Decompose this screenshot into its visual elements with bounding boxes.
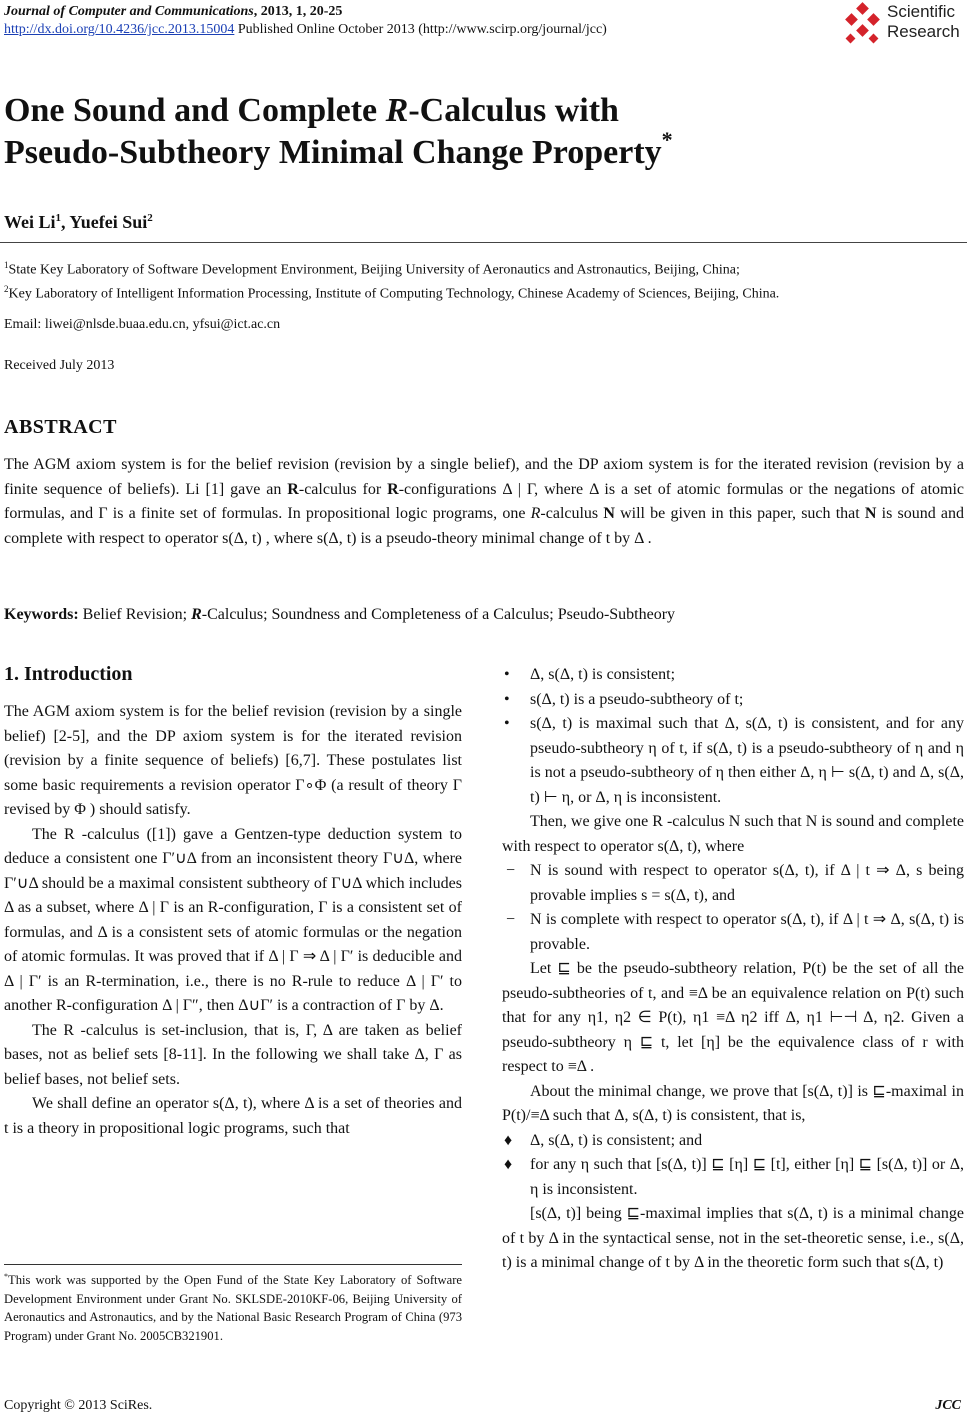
paragraph: [s(Δ, t)] being ⊑-maximal implies that s(Δ, t) is a minimal change of t by Δ in the syntactical sense, not in the set-theoretic sense, i.e., s(Δ, t) is a minimal change of t by Δ in the theoretic form such that s(Δ, t) <box>502 1205 964 1271</box>
author-2: Yuefei Sui <box>69 212 148 232</box>
bullet-text: s(Δ, t) is a pseudo-subtheory of t; <box>530 690 744 708</box>
bullet-text: s(Δ, t) is maximal such that Δ, s(Δ, t) is consistent, and for any pseudo-subtheory η of t, if s(Δ, t) is a pseudo-subtheory of η and η is not a pseudo-subtheory of η then either Δ, η ⊢ s(Δ, t) and Δ, s(Δ, t) ⊢ η, or Δ, η is inconsistent. <box>530 715 964 806</box>
abstract-bold: N <box>864 505 877 523</box>
diamond-item <box>502 1129 964 1154</box>
author-sep: , <box>61 212 70 232</box>
author-2-affil: 2 <box>147 212 153 224</box>
logo-mark-icon <box>841 2 885 46</box>
paragraph: Let ⊑ be the pseudo-subtheory relation, P(t) be the set of all the pseudo-subtheories of t, and ≡Δ be an equivalence relation on P(t) such that for any η1, η2 ∈ P(t), η1 ≡Δ η2 iff Δ, η1 ⊢⊣ Δ, η2. Given a pseudo-subtheory η ⊑ t, let [η] be the equivalence class of r with respect to ≡Δ . <box>502 960 964 1075</box>
title-r: R <box>385 92 409 129</box>
keywords-label: Keywords: <box>4 606 79 623</box>
authors <box>4 212 153 233</box>
paragraph: The AGM axiom system is for the belief revision (revision by a single belief) [2-5], and the DP axiom system is for the iterated revision (revision by a finite sequence of beliefs) [6,7]. These postulates list some basic requirements a revision operator Γ∘Φ (a result of theory Γ revised by Φ ) should satisfy. <box>4 703 462 818</box>
title-footnote-mark: * <box>661 127 673 152</box>
abstract-italic: R <box>530 505 541 523</box>
doi-line <box>4 22 607 38</box>
bullet-item <box>502 663 964 688</box>
diamond-text: Δ, s(Δ, t) is consistent; and <box>530 1131 703 1149</box>
diamond-icon: ♦ <box>504 1156 513 1173</box>
logo-line-2: Research <box>887 22 960 41</box>
bullet-icon: • <box>504 690 510 708</box>
diamond-text: for any η such that [s(Δ, t)] ⊑ [η] ⊑ [t], either [η] ⊑ [s(Δ, t)] or Δ, η is inconsistent. <box>530 1156 964 1198</box>
bullet-text: Δ, s(Δ, t) is consistent; <box>530 666 676 683</box>
abstract-part: The AGM axiom system is for the belief revision (revision by a single belief), and the DP axiom system is for the iterated revision (revision by a finite sequence of beliefs). Li [1] gave an <box>4 456 964 498</box>
affil-sup-2: 2 <box>4 283 9 294</box>
divider <box>0 242 967 243</box>
bullet-icon: • <box>504 715 510 732</box>
journal-abbr: JCC <box>935 1398 961 1413</box>
journal-name: Journal of Computer and Communications <box>4 4 254 19</box>
keywords-part: Belief Revision; <box>78 606 192 623</box>
abstract-bold: R <box>287 480 299 498</box>
doi-link[interactable]: http://dx.doi.org/10.4236/jcc.2013.15004 <box>4 22 235 37</box>
abstract-part: -calculus for <box>298 480 388 498</box>
affil-sup-1: 1 <box>4 260 9 270</box>
dash-item <box>502 908 964 957</box>
keywords <box>4 606 675 624</box>
footnote-mark: * <box>4 1272 8 1281</box>
logo-text <box>887 2 960 42</box>
copyright: Copyright © 2013 SciRes. <box>4 1398 153 1413</box>
keywords-part: -Calculus; Soundness and Completeness of a Calculus; Pseudo-Subtheory <box>201 606 676 623</box>
paragraph: The R -calculus ([1]) gave a Gentzen-type deduction system to deduce a consistent one Γ′∪Δ from an inconsistent theory Γ∪Δ, where Γ′∪Δ should be a maximal consistent subtheory of Γ∪Δ which includes Δ as a subset, where Δ | Γ is an R-configuration, Γ is a consistent set of formulas, and Δ is a consistent sets of atomic formulas or the negation of atomic formulas. It was proved that if Δ | Γ ⇒ Δ | Γ′ is deducible and Δ | Γ′ is an R-termination, i.e., there is no R-rule to reduce Δ | Γ′ to another R-configuration Δ | Γ″, then Δ∪Γ′ is a contraction of Γ by Δ. <box>4 825 462 1014</box>
paper-title <box>4 90 904 174</box>
abstract-part: is sound and complete with respect to operator s(Δ, t) , where s(Δ, t) is a pseudo-theory minimal change of t by Δ . <box>4 505 965 547</box>
dash-icon: − <box>506 911 516 928</box>
title-part: One Sound and Complete <box>4 92 386 129</box>
publisher-logo <box>841 2 961 46</box>
keywords-r: R <box>191 606 202 623</box>
abstract-heading: ABSTRACT <box>4 416 117 438</box>
author-1-affil: 1 <box>55 212 62 224</box>
affiliation-1: State Key Laboratory of Software Development Environment, Beijing University of Aeronautics and Astronautics, Beijing, China; <box>8 262 740 278</box>
logo-line-1: Scientific <box>887 2 956 21</box>
paragraph: We shall define an operator s(Δ, t), where Δ is a set of theories and t is a theory in propositional logic programs, such that <box>4 1095 462 1137</box>
title-part: -Calculus with <box>408 92 619 129</box>
paragraph: Then, we give one R -calculus N such that N is sound and complete with respect to operator s(Δ, t), where <box>502 813 964 855</box>
affiliations <box>4 256 964 303</box>
published-line: Published Online October 2013 (http://www.scirp.org/journal/jcc) <box>234 22 607 37</box>
footnote <box>4 1268 462 1345</box>
footnote-rule <box>4 1264 462 1265</box>
dash-icon: − <box>506 862 516 879</box>
footnote-text: This work was supported by the Open Fund of the State Key Laboratory of Software Development Environment under Grant No. SKLSDE-2010KF-06, Beijing University of Aeronautics and Astronautics, and by the National Basic Research Program of China (973 Program) under Grant No. 2005CB321901. <box>4 1273 462 1343</box>
journal-volume: , 2013, 1, 20-25 <box>253 4 343 19</box>
affiliation-2: Key Laboratory of Intelligent Information Processing, Institute of Computing Technology, Chinese Academy of Sciences, Beijing, China. <box>8 286 780 302</box>
abstract-part: -configurations Δ | Γ, where Δ is a set of atomic formulas or the negations of atomic formulas, and Γ is a finite set of formulas. In propositional logic programs, one <box>4 480 965 523</box>
abstract-part: -calculus <box>540 505 604 523</box>
dash-item <box>502 859 964 908</box>
author-1: Wei Li <box>4 212 56 232</box>
left-column <box>4 700 462 1141</box>
email: Email: liwei@nlsde.buaa.edu.cn, yfsui@ict.ac.cn <box>4 317 281 332</box>
section-heading: 1. Introduction <box>4 663 133 685</box>
abstract-bold: R <box>387 480 399 498</box>
diamond-item <box>502 1153 964 1202</box>
dash-text: N is complete with respect to operator s(Δ, t), if Δ | t ⇒ Δ, s(Δ, t) is provable. <box>530 911 964 953</box>
abstract-bold: N <box>603 505 615 523</box>
abstract-text <box>4 453 964 551</box>
journal-header <box>4 4 342 20</box>
paragraph: About the minimal change, we prove that [s(Δ, t)] is ⊑-maximal in P(t)/≡Δ such that Δ, s(Δ, t) is consistent, that is, <box>502 1082 964 1124</box>
title-line-2: Pseudo-Subtheory Minimal Change Property <box>4 134 662 171</box>
diamond-icon: ♦ <box>504 1131 513 1149</box>
paragraph: The R -calculus is set-inclusion, that is, Γ, Δ are taken as belief bases, not as belief sets [8-11]. In the following we shall take Δ, Γ as belief bases, not belief sets. <box>4 1021 462 1088</box>
bullet-item <box>502 688 964 713</box>
dash-text: N is sound with respect to operator s(Δ, t), if Δ | t ⇒ Δ, s being provable implies s = s(Δ, t), and <box>530 862 964 904</box>
received-date: Received July 2013 <box>4 358 115 373</box>
abstract-part: will be given in this paper, such that <box>614 505 865 523</box>
right-column <box>502 663 964 1276</box>
bullet-icon: • <box>504 666 510 683</box>
bullet-item <box>502 712 964 810</box>
